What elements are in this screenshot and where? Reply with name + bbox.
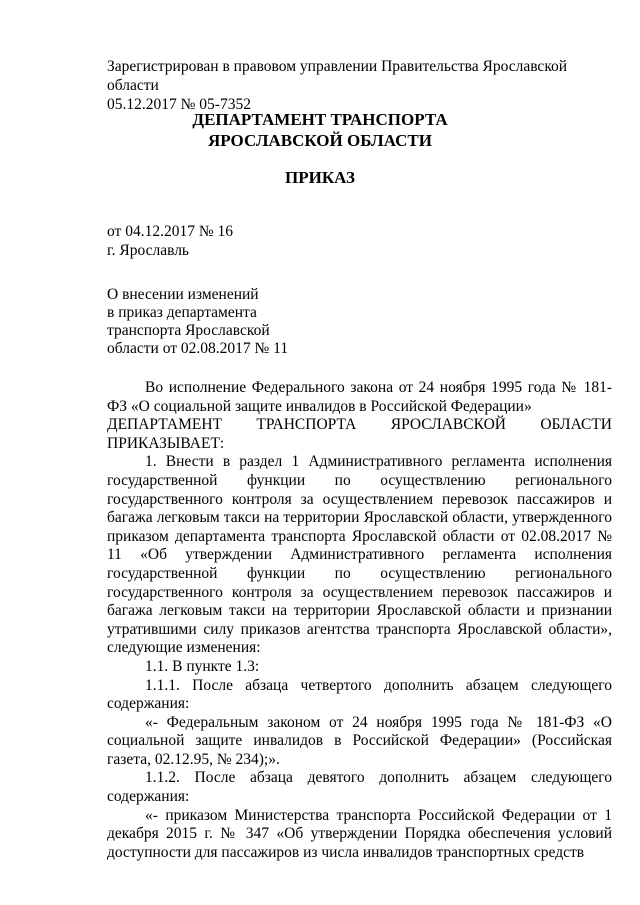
date-number: от 04.12.2017 № 16 [107, 223, 233, 240]
item-paragraph: 1.1.1. После абзаца четвертого дополнить абзацем следующего содержания: [107, 676, 612, 713]
registration-note [107, 57, 617, 114]
orders-line: ПРИКАЗЫВАЕТ: [107, 434, 225, 452]
registration-number: 05.12.2017 № 05-7352 [107, 96, 251, 113]
city: г. Ярославль [107, 242, 189, 259]
quote-paragraph: «- Федеральным законом от 24 ноября 1995 года № 181-ФЗ «О социальной защите инвалидов в Российской Федерации» (Российская газета, 02.12.95, № 234);». [107, 713, 612, 768]
orders-line: ДЕПАРТАМЕНТ ТРАНСПОРТА ЯРОСЛАВСКОЙ ОБЛАСТИ [107, 416, 612, 434]
subject-line: области от 02.08.2017 № 11 [107, 340, 289, 357]
document-meta [107, 222, 407, 260]
department-title-line2: ЯРОСЛАВСКОЙ ОБЛАСТИ [208, 131, 432, 150]
registration-line: Зарегистрирован в правовом управлении Правительства Ярославской области [107, 58, 568, 94]
document-body [107, 379, 612, 862]
subject-line: транспорта Ярославской [107, 322, 270, 339]
item-paragraph: 1.1. В пункте 1.3: [145, 657, 260, 675]
department-title-line1: ДЕПАРТАМЕНТ ТРАНСПОРТА [192, 110, 448, 129]
item-paragraph: 1. Внести в раздел 1 Административного регламента исполнения государственной функции по осуществлению регионального государственного контроля за осуществлением перевозок пассажиров и багажа легковым такси на территории Ярославской области, утвержденного приказом департамента транспорта Ярославской области от 02.08.2017 № 11 «Об утверждении Административного регламента исполнения государственной функции по осуществлению регионального государственного контроля за осуществлением перевозок пассажиров и багажа легковым такси на территории Ярославской области и признании утратившими силу приказов агентства транспорта Ярославской области», следующие изменения: [107, 453, 612, 657]
document-subject [107, 286, 407, 358]
subject-line: О внесении изменений [107, 286, 259, 303]
subject-line: в приказ департамента [107, 304, 257, 321]
document-type: ПРИКАЗ [285, 168, 355, 187]
quote-paragraph: «- приказом Министерства транспорта Российской Федерации от 1 декабря 2015 г. № 347 «Об утверждении Порядка обеспечения условий доступности для пассажиров из числа инвалидов транспортных средств [107, 806, 612, 861]
preamble-paragraph: Во исполнение Федерального закона от 24 ноября 1995 года № 181-ФЗ «О социальной защите инвалидов в Российской Федерации» [107, 379, 612, 415]
item-paragraph: 1.1.2. После абзаца девятого дополнить абзацем следующего содержания: [107, 769, 612, 806]
department-title [0, 109, 640, 151]
